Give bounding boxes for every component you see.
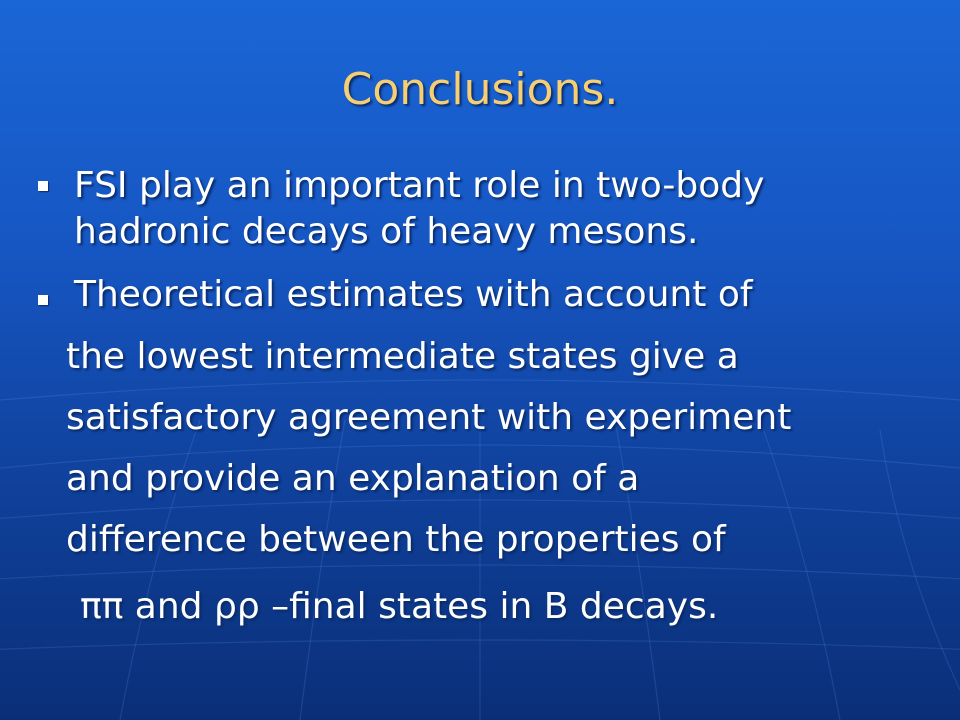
slide-title: Conclusions. <box>341 64 619 115</box>
bullet-2-line-2: the lowest intermediate states give a <box>66 336 739 377</box>
bullet-2-line-3: satisfactory agreement with experiment <box>66 397 792 438</box>
bullet-1-line-2: hadronic decays of heavy mesons. <box>74 211 699 252</box>
bullet-2-line-6: ππ and ρρ –final states in B decays. <box>80 586 719 627</box>
bullet-2-line-5: difference between the properties of <box>66 519 726 560</box>
bullet-2-line-4: and provide an explanation of a <box>66 458 640 499</box>
bullet-1-line-1: FSI play an important role in two-body <box>74 165 765 206</box>
bullet-2-line-1: Theoretical estimates with account of <box>74 274 753 315</box>
bullet-marker-2 <box>38 295 48 305</box>
bullet-marker-1 <box>38 181 48 191</box>
